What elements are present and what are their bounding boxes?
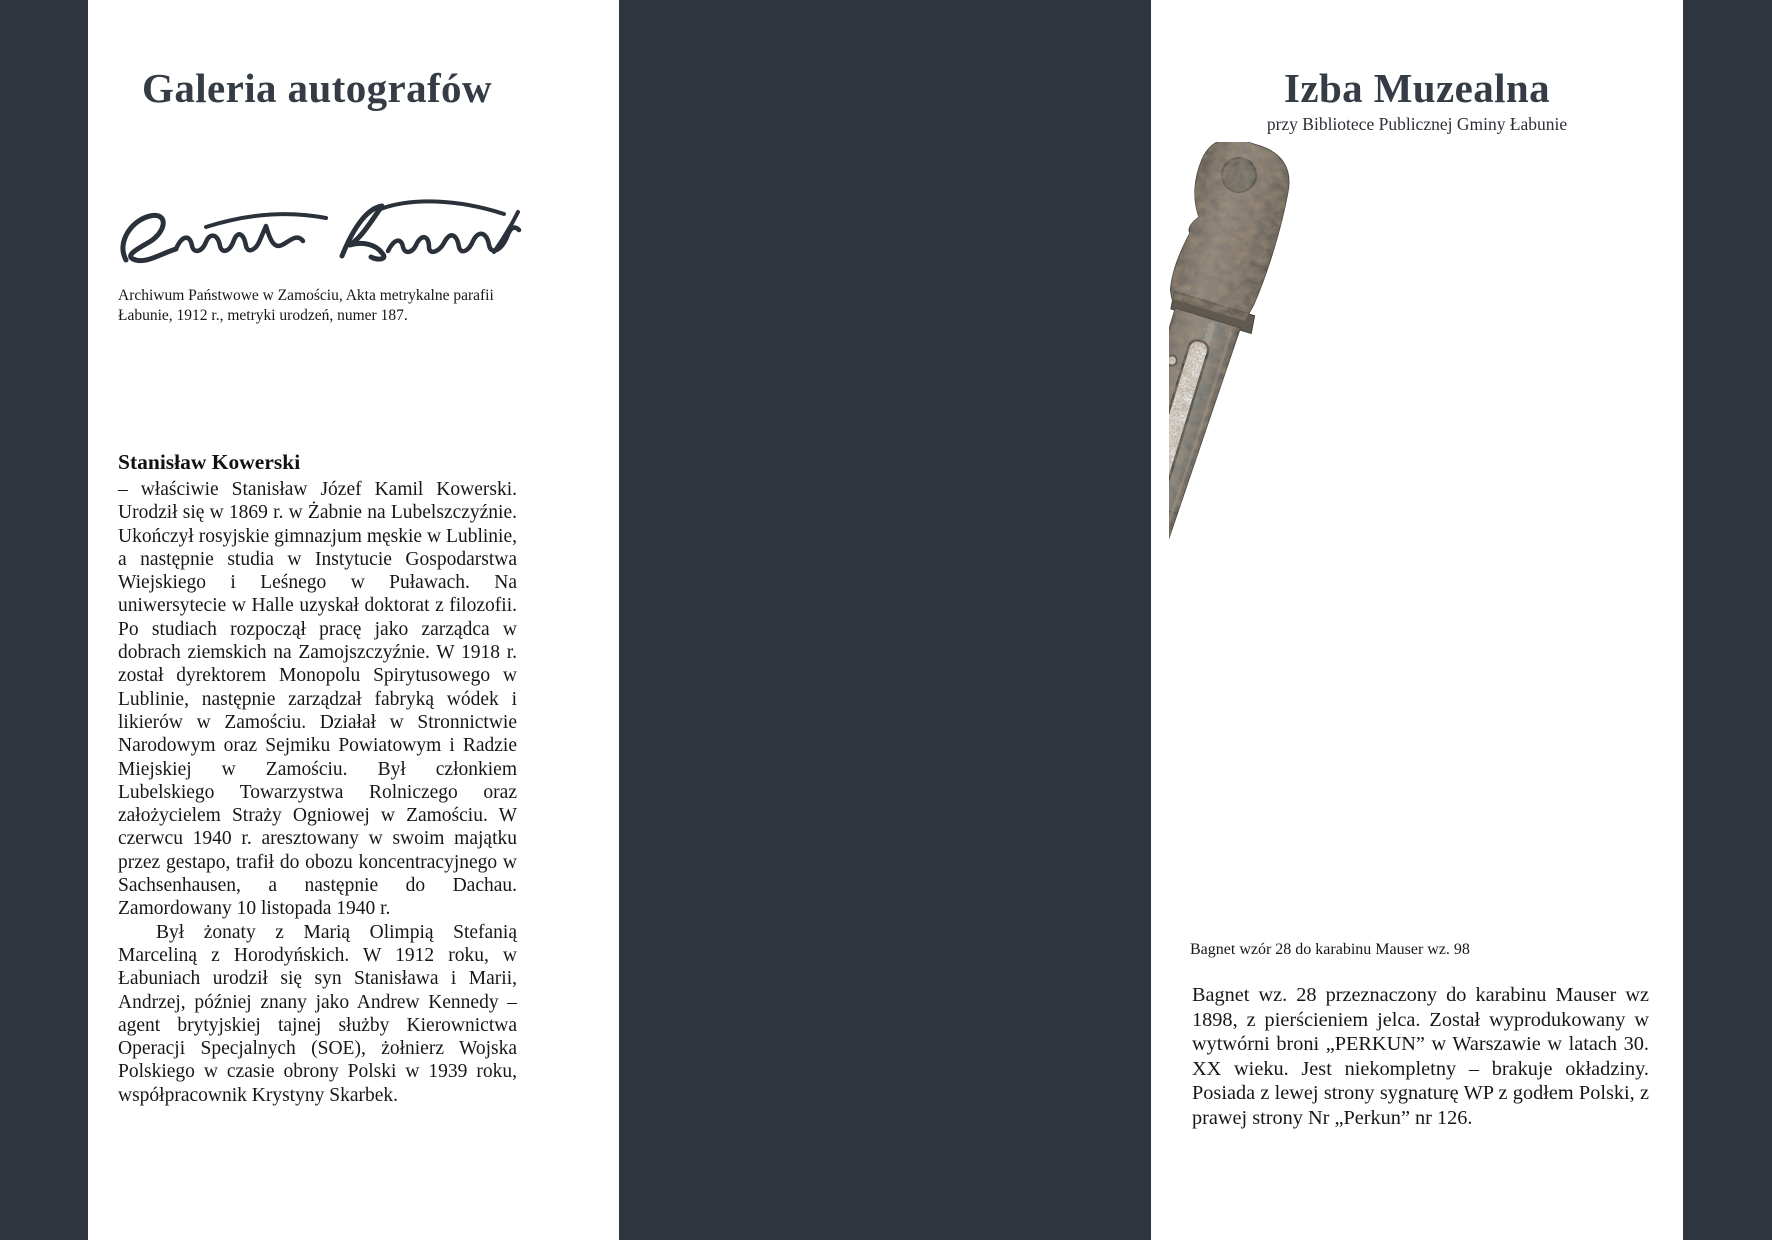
- biography-paragraph-1: – właściwie Stanisław Józef Kamil Kowerski. Urodził się w 1869 r. w Żabnie na Lubelszczyźnie. Ukończył rosyjskie gimnazjum męskie w Lublinie, a następnie studia w Instytucie Gospodarstwa Wiejskiego i Leśnego w Puławach. Na uniwersytecie w Halle uzyskał doktorat z filozofii. Po studiach rozpoczął pracę jako zarządca w dobrach ziemskich na Zamojszczyźnie. W 1918 r. został dyrektorem Monopolu Spirytusowego w Lublinie, następnie zarządzał fabryką wódek i likierów w Zamościu. Działał w Stronnictwie Narodowym oraz Sejmiku Powiatowym i Radzie Miejskiej w Zamościu. Był członkiem Lubelskiego Towarzystwa Rolniczego oraz założycielem Straży Ogniowej w Zamościu. W czerwcu 1940 r. aresztowany w swoim majątku przez gestapo, trafił do obozu koncentracyjnego w Sachsenhausen, a następnie do Dachau. Zamordowany 10 listopada 1940 r.: [118, 479, 517, 920]
- left-page-title: Galeria autografów: [142, 65, 492, 111]
- right-page: [1151, 0, 1683, 1240]
- museum-paragraph: Bagnet wz. 28 przeznaczony do karabinu Mauser wz 1898, z pierścieniem jelca. Został wyprodukowany w wytwórni broni „PERKUN” w Warszawie w latach 30. XX wieku. Jest niekompletny – brakuje okładziny. Posiada z lewej strony sygnaturę WP z godłem Polski, z prawej strony Nr „Perkun” nr 126.: [1192, 984, 1649, 1129]
- biography-text: [118, 478, 517, 1107]
- photo-caption: Bagnet wzór 28 do karabinu Mauser wz. 98: [1190, 941, 1470, 958]
- bayonet-icon: [1169, 142, 1509, 872]
- signature-caption: Archiwum Państwowe w Zamościu, Akta metrykalne parafii Łabunie, 1912 r., metryki urodzeń, numer 187.: [118, 287, 494, 324]
- bayonet-blade: [1169, 496, 1177, 858]
- biography-paragraph-2: Był żonaty z Marią Olimpią Stefanią Marceliną z Horodyńskich. W 1912 roku, w Łabuniach urodził się syn Stanisława i Marii, Andrzej, później znany jako Andrew Kennedy – agent brytyjskiej tajnej służby Kierownictwa Operacji Specjalnych (SOE), żołnierz Wojska Polskiego w czasie obrony Polski w 1939 roku, współpracownik Krystyny Skarbek.: [118, 921, 517, 1106]
- right-page-title: Izba Muzealna: [1284, 65, 1550, 111]
- signature-icon: [110, 196, 522, 290]
- signature-image: [110, 196, 522, 290]
- person-name-heading: Stanisław Kowerski: [118, 450, 301, 474]
- left-page: [88, 0, 619, 1240]
- right-page-subtitle: przy Bibliotece Publicznej Gminy Łabunie: [1266, 114, 1568, 134]
- bayonet-photo: [1169, 142, 1509, 872]
